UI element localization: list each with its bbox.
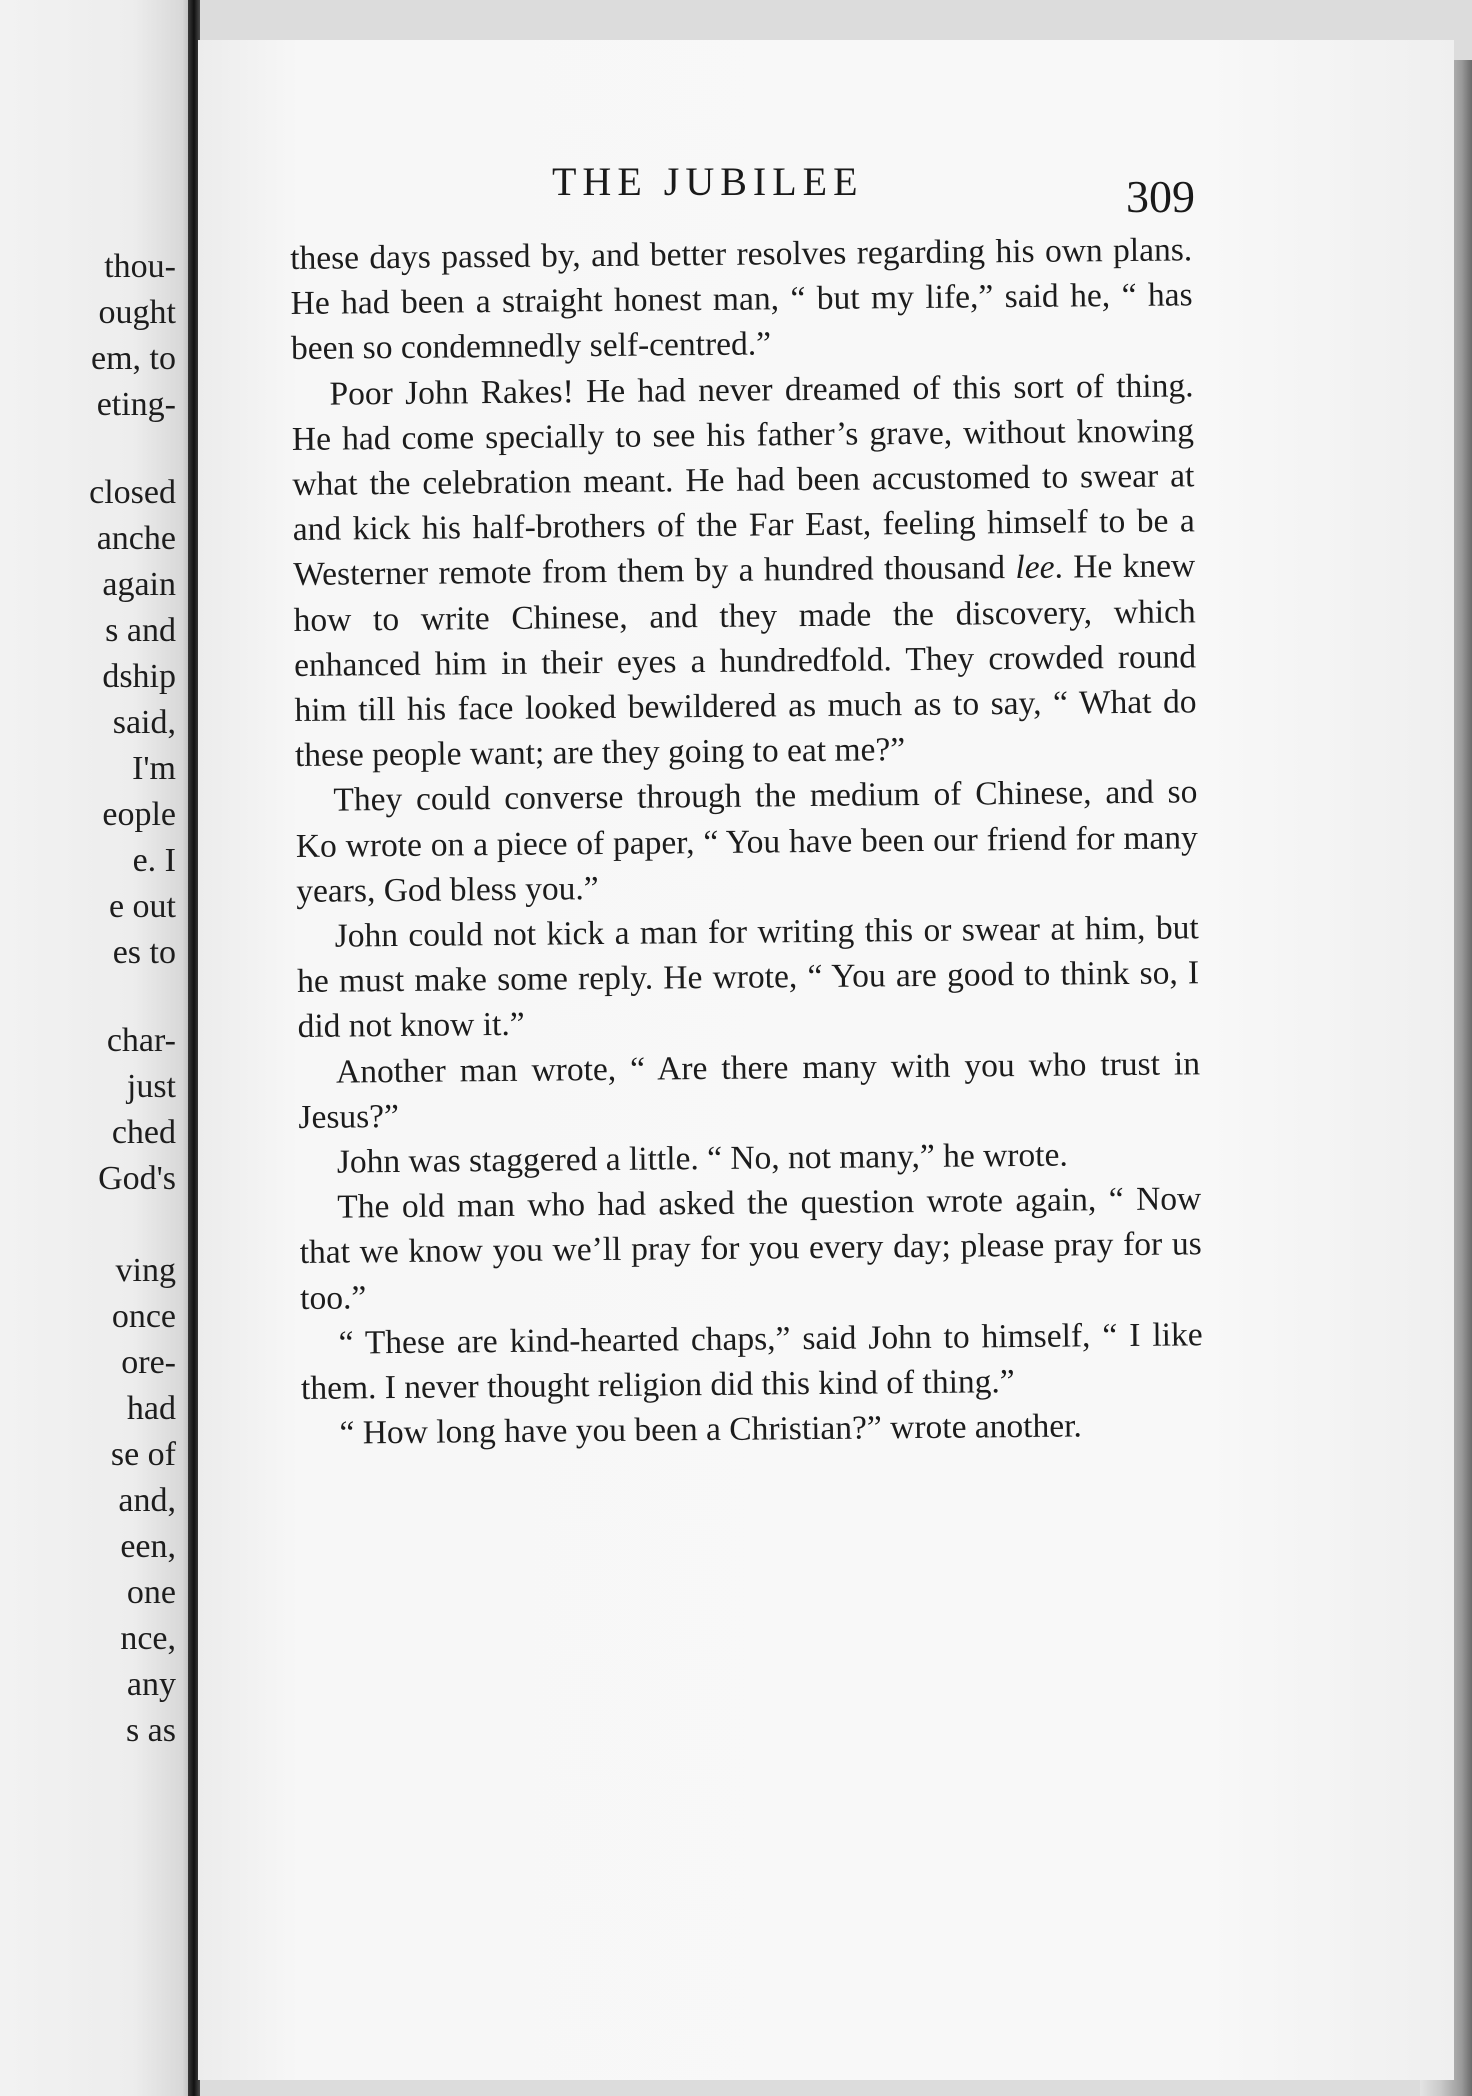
previous-page-line: again — [102, 566, 176, 603]
paragraph-text: . He knew how to write Chinese, and they made the discovery, which enhanced him in their eyes a hundredfold. They crowded round him till his face looked bewildered as much as to say, “ What do these people want; are they going to eat me?” — [293, 547, 1197, 775]
previous-page-line: God's — [98, 1160, 176, 1197]
previous-page-line: e. I — [132, 842, 176, 879]
paragraph: “ These are kind-hearted chaps,” said John to himself, “ I like them. I never thought religion did this kind of thing.” — [300, 1316, 1203, 1408]
previous-page-line: said, — [112, 704, 176, 741]
previous-page-line: thou- — [104, 248, 176, 285]
page-body — [290, 227, 1204, 1456]
paragraph: John was staggered a little. “ No, not many,” he wrote. — [336, 1136, 1068, 1181]
previous-page-line: e out — [108, 888, 176, 925]
previous-page-line: s as — [125, 1712, 176, 1749]
page-number: 309 — [1126, 171, 1195, 222]
running-head: THE JUBILEE — [552, 159, 864, 204]
previous-page-line: es to — [112, 934, 176, 971]
previous-page-line: eting- — [96, 386, 176, 423]
italic-word: lee — [1015, 549, 1055, 587]
paragraph — [291, 363, 1197, 778]
previous-page-line: had — [126, 1390, 176, 1427]
previous-page-line: een, — [120, 1528, 176, 1565]
paragraph: these days passed by, and better resolves regarding his own plans. He had been a straight honest man, “ but my life,” said he, “ has been so condemnedly self-centred.” — [290, 231, 1193, 368]
previous-page-line: ving — [115, 1252, 176, 1289]
previous-page-line: ought — [98, 294, 176, 331]
previous-page-line: nce, — [120, 1620, 176, 1657]
previous-page-line: just — [126, 1068, 176, 1105]
previous-page-line: and, — [118, 1482, 176, 1519]
previous-page-line: anche — [96, 520, 176, 557]
previous-page-line: ched — [111, 1114, 176, 1151]
previous-page-fragment — [0, 0, 190, 2096]
previous-page-line: dship — [102, 658, 176, 695]
paragraph: Another man wrote, “ Are there many with you who trust in Jesus?” — [298, 1044, 1201, 1136]
paragraph-text: Poor John Rakes! He had never dreamed of this sort of thing. He had come specially to see his father’s grave, without knowing what the celebration meant. He had been accustomed to swear at and kick his half-brothers of the Far East, feeling himself to be a Westerner remote from them by a hundred thousand — [291, 366, 1195, 594]
paragraph: They could converse through the medium of Chinese, and so Ko wrote on a piece of paper, “ You have been our friend for many years, God bless you.” — [295, 773, 1198, 910]
previous-page-line: s and — [105, 612, 176, 649]
paragraph: “ How long have you been a Christian?” wrote another. — [339, 1407, 1082, 1452]
previous-page-line: once — [111, 1298, 176, 1335]
previous-page-line: one — [126, 1574, 176, 1611]
previous-page-line: ore- — [121, 1344, 176, 1381]
previous-page-line: char- — [106, 1022, 176, 1059]
previous-page-line: closed — [89, 474, 176, 511]
paragraph: The old man who had asked the question wrote again, “ Now that we know you we’ll pray for you every day; please pray for us too.” — [299, 1180, 1202, 1317]
previous-page-line: se of — [110, 1436, 176, 1473]
previous-page-line: any — [126, 1666, 176, 1703]
paragraph: John could not kick a man for writing this or swear at him, but he must make some reply. He wrote, “ You are good to think so, I did not know it.” — [296, 909, 1200, 1046]
previous-page-line: eople — [102, 796, 176, 833]
previous-page-line: I'm — [132, 750, 176, 787]
previous-page-line: em, to — [91, 340, 176, 377]
